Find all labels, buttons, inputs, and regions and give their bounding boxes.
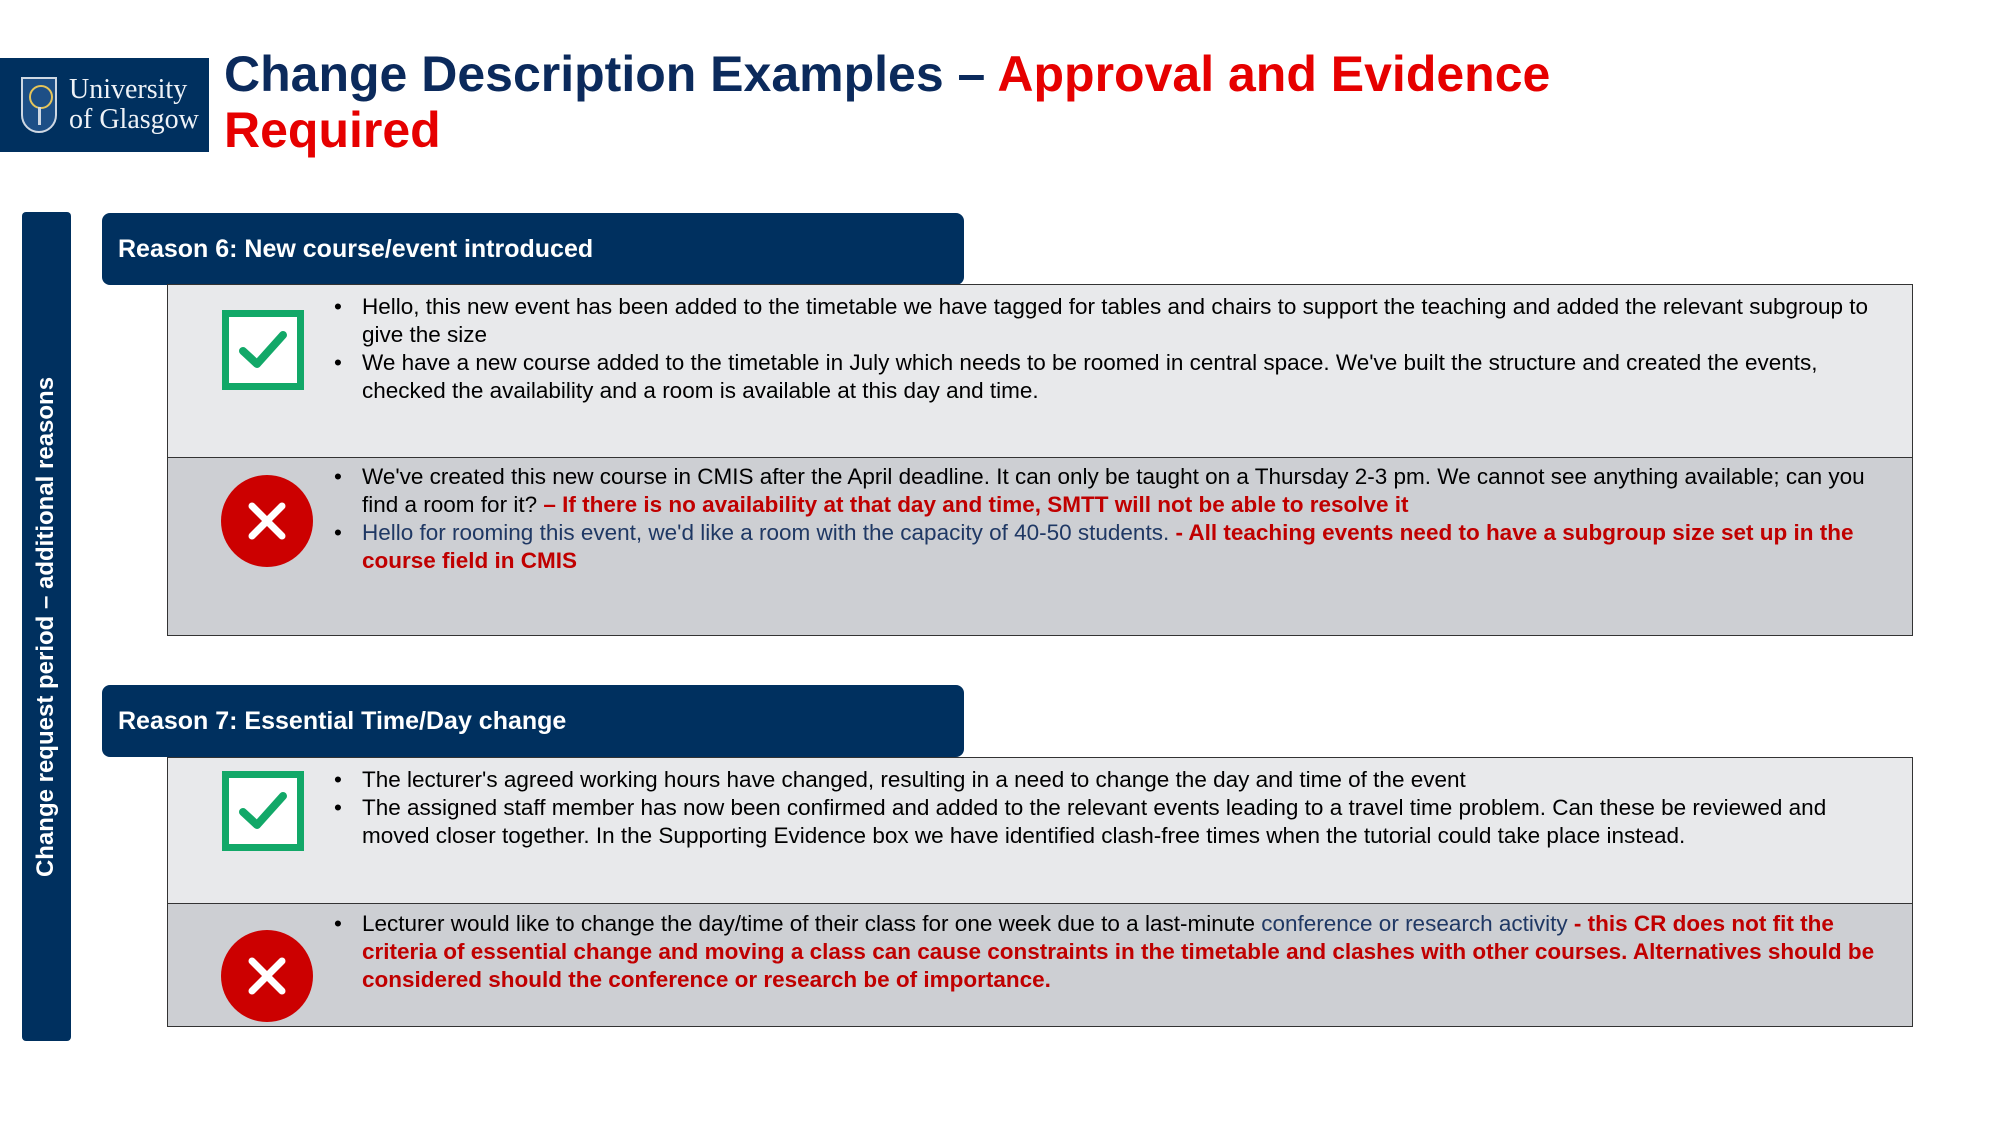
- title-emphasis: Approval and Evidence Required: [224, 46, 1551, 158]
- logo-wordmark: University of Glasgow: [69, 74, 199, 135]
- list-item: • Hello for rooming this event, we'd like a room with the capacity of 40-50 students. - All teaching events need to have a subgroup size set up in the course field in CMIS: [332, 519, 1897, 575]
- list-item: • The assigned staff member has now been confirmed and added to the relevant events leading to a travel time problem. Can these be reviewed and moved closer together. In the Supporting Evidence box we have identified clash-free times when the tutorial could take place instead.: [332, 794, 1897, 850]
- approved-examples-row: [168, 285, 1912, 457]
- cross-icon: [221, 475, 313, 567]
- crest-icon: [21, 77, 57, 133]
- list-item: • The lecturer's agreed working hours have changed, resulting in a need to change the day and time of the event: [332, 766, 1897, 794]
- list-item: • Lecturer would like to change the day/time of their class for one week due to a last-minute conference or research activity - this CR does not fit the criteria of essential change and moving a class can cause constraints in the timetable and clashes with other courses. Alternatives should be considered should the conference or research be of importance.: [332, 910, 1897, 994]
- cross-icon: [221, 930, 313, 1022]
- check-icon: [222, 771, 304, 851]
- university-logo: [0, 58, 209, 152]
- rejected-examples-row: [168, 457, 1912, 635]
- title-main: Change Description Examples –: [224, 46, 998, 102]
- reason-6-panel: [167, 284, 1913, 636]
- reason-7-panel: [167, 757, 1913, 1027]
- reason-6-heading: Reason 6: New course/event introduced: [102, 213, 964, 285]
- check-icon: [222, 310, 304, 390]
- rejected-examples-row: [168, 903, 1912, 1026]
- page-title: [224, 46, 1664, 158]
- reason-7-heading: Reason 7: Essential Time/Day change: [102, 685, 964, 757]
- list-item: • We've created this new course in CMIS after the April deadline. It can only be taught on a Thursday 2-3 pm. We cannot see anything available; can you find a room for it? – If there is no availability at that day and time, SMTT will not be able to resolve it: [332, 463, 1897, 519]
- approved-examples-row: [168, 758, 1912, 903]
- sidebar-label: Change request period – additional reasons: [32, 376, 60, 877]
- sidebar-banner: [22, 212, 71, 1041]
- list-item: • Hello, this new event has been added to the timetable we have tagged for tables and chairs to support the teaching and added the relevant subgroup to give the size: [332, 293, 1897, 349]
- list-item: • We have a new course added to the timetable in July which needs to be roomed in central space. We've built the structure and created the events, checked the availability and a room is available at this day and time.: [332, 349, 1897, 405]
